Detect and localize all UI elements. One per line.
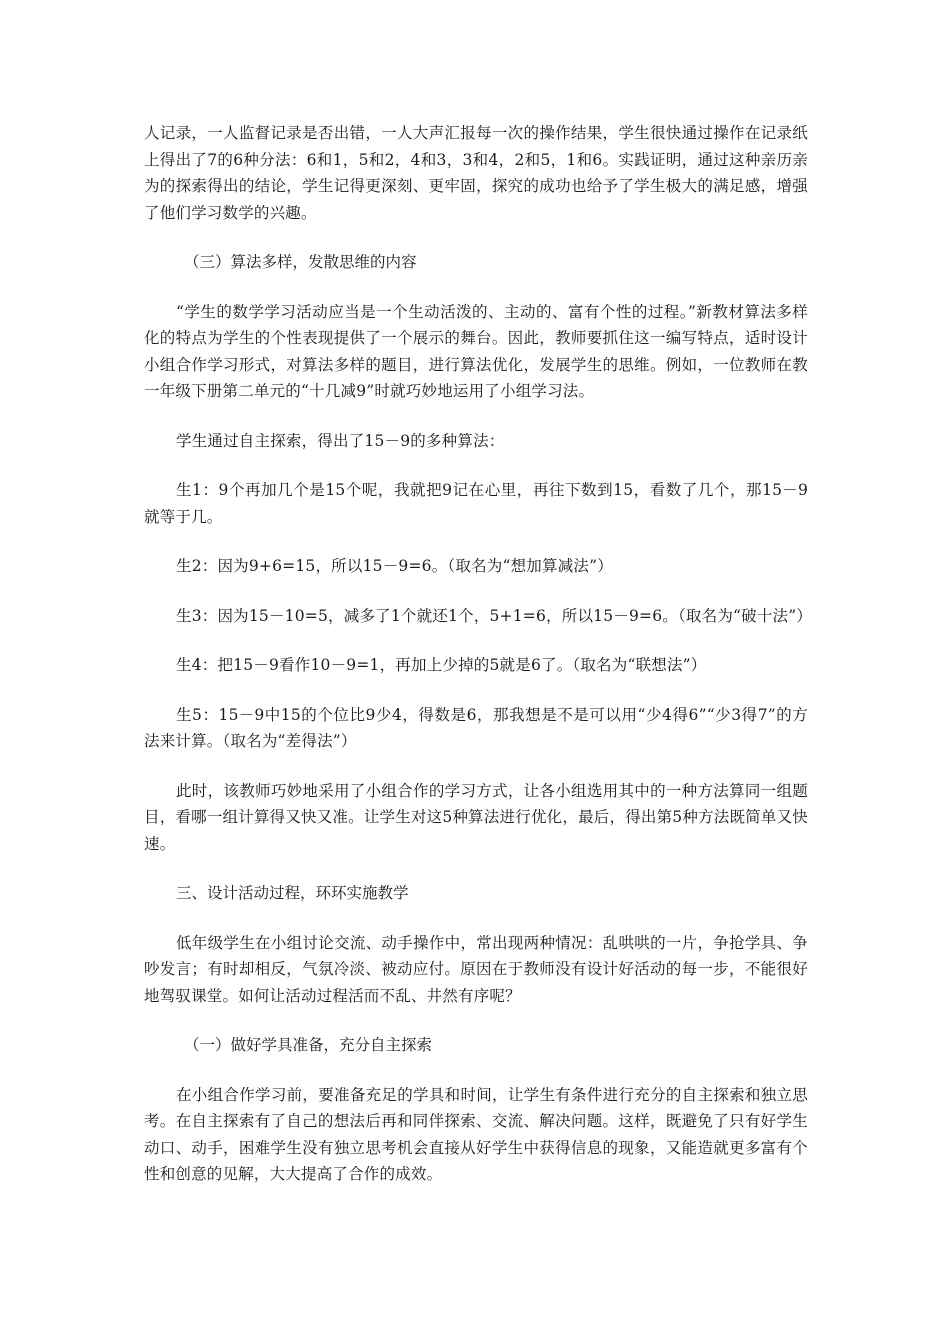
document-body: [144, 120, 813, 1211]
paragraph-4: 此时，该教师巧妙地采用了小组合作的学习方式，让各小组选用其中的一种方法算同一组题目，看哪一组计算得又快又准。让学生对这5种算法进行优化，最后，得出第5种方法既简单又快速。: [144, 781, 808, 853]
student-3-answer: 生3：因为15－10=5，减多了1个就还1个，5+1=6，所以15－9=6。（取名为“破十法”）: [176, 606, 813, 625]
student-1-answer: 生1：9个再加几个是15个呢，我就把9记在心里，再往下数到15，看数了几个，那15－9就等于几。: [144, 481, 808, 526]
student-2-answer: 生2：因为9+6=15，所以15－9=6。（取名为“想加算减法”）: [176, 557, 613, 575]
paragraph-5: 低年级学生在小组讨论交流、动手操作中，常出现两种情况：乱哄哄的一片，争抢学具、争吵发言；有时却相反，气氛冷淡、被动应付。原因在于教师没有设计好活动的每一步，不能很好地驾驭课堂。如何让活动过程活而不乱、井然有序呢？: [144, 933, 808, 1005]
paragraph-3: 学生通过自主探索，得出了15－9的多种算法：: [176, 431, 505, 450]
paragraph-2: “学生的数学学习活动应当是一个生动活泼的、主动的、富有个性的过程。”新教材算法多样化的特点为学生的个性表现提供了一个展示的舞台。因此，教师要抓住这一编写特点，适时设计小组合作学习形式，对算法多样的题目，进行算法优化，发展学生的思维。例如，一位教师在教一年级下册第二单元的“十几减9”时就巧妙地运用了小组学习法。: [144, 302, 808, 400]
paragraph-6: 在小组合作学习前，要准备充足的学具和时间，让学生有条件进行充分的自主探索和独立思考。在自主探索有了自己的想法后再和同伴探索、交流、解决问题。这样，既避免了只有好学生动口、动手，困难学生没有独立思考机会直接从好学生中获得信息的现象，又能造就更多富有个性和创意的见解，大大提高了合作的成效。: [144, 1085, 808, 1183]
section-heading-3: （三）算法多样，发散思维的内容: [184, 253, 417, 271]
paragraph-1: 人记录，一人监督记录是否出错，一人大声汇报每一次的操作结果，学生很快通过操作在记录纸上得出了7的6种分法：6和1，5和2，4和3，3和4，2和5，1和6。实践证明，通过这种亲历亲为的探索得出的结论，学生记得更深刻、更牢固，探究的成功也给予了学生极大的满足感，增强了他们学习数学的兴趣。: [144, 124, 808, 222]
student-4-answer: 生4：把15－9看作10－9=1，再加上少掉的5就是6了。（取名为“联想法”）: [176, 656, 707, 674]
section-heading-1: （一）做好学具准备，充分自主探索: [184, 1036, 433, 1054]
student-5-answer: 生5：15－9中15的个位比9少4，得数是6，那我想是不是可以用“少4得6”“少3得7”的方法来计算。（取名为“差得法”）: [144, 705, 808, 750]
chapter-heading-3: 三、设计活动过程，环环实施教学: [176, 884, 409, 902]
